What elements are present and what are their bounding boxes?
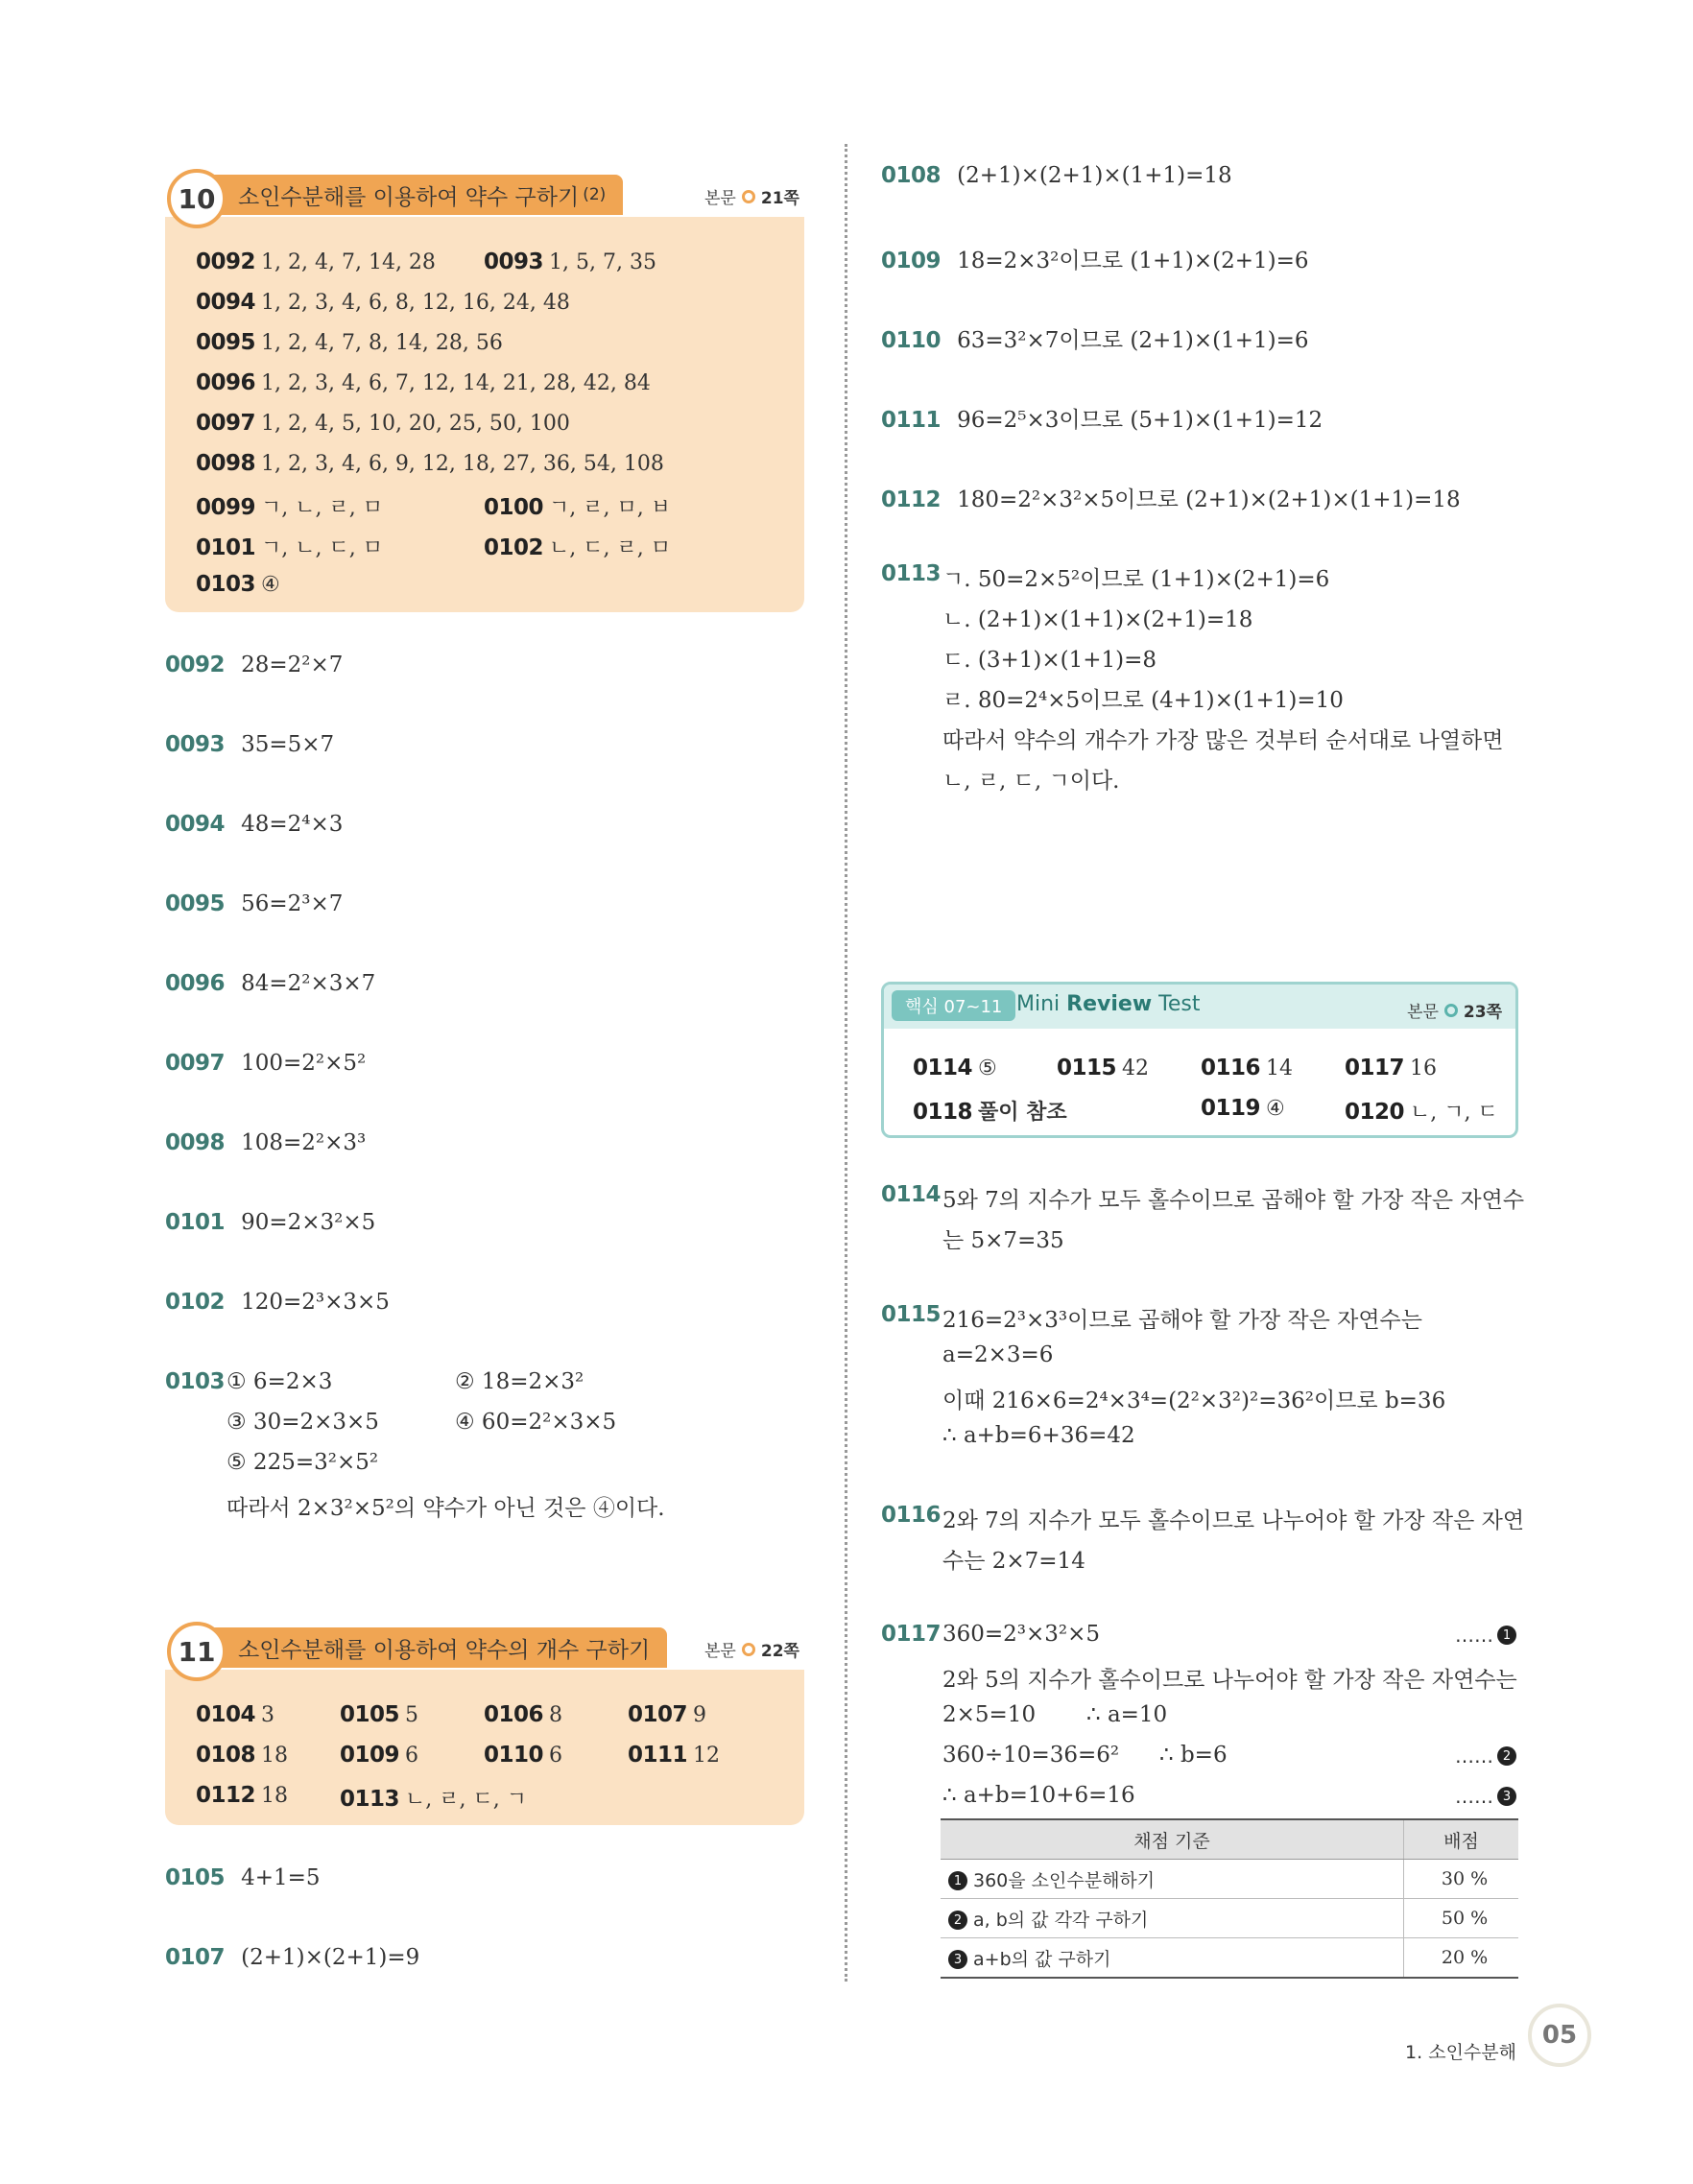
answer-item: 0108 18: [196, 1743, 289, 1768]
solution-0114: 0114: [881, 1182, 942, 1207]
solution-line: 0095 56=2³×7: [165, 891, 344, 916]
page-reference: 본문 23쪽: [1407, 1003, 1502, 1022]
solution-text: 360=2³×3²×5: [942, 1622, 1101, 1647]
solution-text: ㄴ, ㄹ, ㄷ, ㄱ이다.: [942, 769, 1120, 794]
solution-text: ∴ b=6: [1159, 1743, 1228, 1768]
solution-line: 0098 108=2²×3³: [165, 1130, 367, 1155]
section-10-answer-box: [165, 217, 804, 612]
solution-line: 0109 18=2×3²이므로 (1+1)×(2+1)=6: [881, 249, 1309, 273]
solution-line: 0093 35=5×7: [165, 732, 335, 757]
solution-line: 0107 (2+1)×(2+1)=9: [165, 1945, 420, 1970]
arrow-circle-icon: [1444, 1004, 1458, 1017]
answer-item: 0120 ㄴ, ㄱ, ㄷ: [1345, 1100, 1498, 1125]
step-marker: …… 3: [1455, 1785, 1522, 1808]
section-number: 11: [167, 1622, 227, 1681]
solution-text: 수는 2×7=14: [942, 1549, 1085, 1574]
column-header: 배점: [1404, 1819, 1519, 1860]
solution-text: 이때 216×6=2⁴×3⁴=(2²×3²)²=36²이므로 b=36: [942, 1389, 1446, 1413]
solution-line: 0108 (2+1)×(2+1)×(1+1)=18: [881, 163, 1232, 188]
solution-line: 0094 48=2⁴×3: [165, 812, 344, 837]
solution-text: ∴ a=10: [1086, 1702, 1168, 1727]
solution-0117: 0117: [881, 1622, 942, 1647]
arrow-circle-icon: [742, 1643, 755, 1656]
answer-item: 0114 ⑤: [913, 1056, 997, 1080]
mini-review-tag: 핵심 07~11: [892, 990, 1015, 1021]
option-2: ② 18=2×3²: [455, 1369, 584, 1394]
solution-text: ㄴ. (2+1)×(1+1)×(2+1)=18: [942, 607, 1253, 632]
table-row: 1 360을 소인수분해하기 30 %: [941, 1860, 1518, 1899]
solution-text: 2×5=10: [942, 1702, 1037, 1727]
solution-text: a=2×3=6: [942, 1342, 1054, 1367]
section-number: 10: [167, 169, 227, 228]
answer-item: 0104 3: [196, 1702, 275, 1727]
solution-line: 0112 180=2²×3²×5이므로 (2+1)×(2+1)×(1+1)=18: [881, 487, 1461, 512]
page-number: 05: [1528, 2004, 1591, 2067]
mini-review-title: Mini Review Test: [1016, 992, 1201, 1016]
solution-line: 0092 28=2²×7: [165, 653, 344, 677]
solution-line: 0111 96=2⁵×3이므로 (5+1)×(1+1)=12: [881, 408, 1323, 433]
solution-line: 0097 100=2²×5²: [165, 1051, 367, 1076]
solution-text: ㄷ. (3+1)×(1+1)=8: [942, 648, 1156, 673]
answer-item: 0094 1, 2, 3, 4, 6, 8, 12, 16, 24, 48: [196, 290, 570, 315]
option-4: ④ 60=2²×3×5: [455, 1410, 617, 1435]
solution-text: 2와 5의 지수가 홀수이므로 나누어야 할 가장 작은 자연수는: [942, 1668, 1517, 1693]
answer-item: 0106 8: [484, 1702, 563, 1727]
answer-item: 0097 1, 2, 4, 5, 10, 20, 25, 50, 100: [196, 411, 570, 436]
mini-review-header: [884, 985, 1515, 1029]
section-11-answer-box: [165, 1670, 804, 1825]
solution-line: 0102 120=2³×3×5: [165, 1290, 390, 1315]
solution-0115: 0115: [881, 1302, 942, 1327]
step-marker: …… 2: [1455, 1745, 1522, 1768]
answer-item: 0096 1, 2, 3, 4, 6, 7, 12, 14, 21, 28, 42, 84: [196, 370, 651, 395]
solution-text: ∴ a+b=6+36=42: [942, 1423, 1135, 1448]
solution-text: 2와 7의 지수가 모두 홀수이므로 나누어야 할 가장 작은 자연: [942, 1508, 1525, 1533]
table-row: 2 a, b의 값 각각 구하기 50 %: [941, 1899, 1518, 1938]
option-1: ① 6=2×3: [227, 1369, 333, 1394]
column-header: 채점 기준: [941, 1819, 1404, 1860]
solution-line: 0105 4+1=5: [165, 1865, 321, 1890]
solution-0103: 0103: [165, 1369, 226, 1394]
option-3: ③ 30=2×3×5: [227, 1410, 379, 1435]
answer-item: 0103 ④: [196, 572, 280, 597]
conclusion: 따라서 2×3²×5²의 약수가 아닌 것은 ④이다.: [227, 1496, 665, 1521]
answer-item: 0115 42: [1057, 1056, 1150, 1080]
answer-item: 0098 1, 2, 3, 4, 6, 9, 12, 18, 27, 36, 54, 108: [196, 451, 664, 476]
answer-item: 0109 6: [340, 1743, 419, 1768]
answer-item: 0119 ④: [1201, 1096, 1285, 1121]
table-header-row: [941, 1819, 1518, 1860]
answer-item: 0102 ㄴ, ㄷ, ㄹ, ㅁ: [484, 535, 671, 560]
answer-item: 0110 6: [484, 1743, 563, 1768]
solution-0116: 0116: [881, 1503, 942, 1528]
answer-item: 0111 12: [628, 1743, 721, 1768]
chapter-label: 1. 소인수분해: [1405, 2042, 1516, 2063]
solution-line: 0101 90=2×3²×5: [165, 1210, 376, 1235]
solution-0113: 0113: [881, 561, 942, 586]
column-divider: [845, 144, 847, 1982]
answer-item: 0117 16: [1345, 1056, 1438, 1080]
section-title: 소인수분해를 이용하여 약수의 개수 구하기: [196, 1627, 667, 1668]
solution-text: 따라서 약수의 개수가 가장 많은 것부터 순서대로 나열하면: [942, 728, 1504, 753]
answer-item: 0116 14: [1201, 1056, 1294, 1080]
solution-text: 는 5×7=35: [942, 1228, 1064, 1253]
mini-review-box: [881, 982, 1518, 1138]
answer-item: 0105 5: [340, 1702, 419, 1727]
option-5: ⑤ 225=3²×5²: [227, 1450, 379, 1475]
page-reference: 본문 21쪽: [704, 189, 799, 208]
step-marker: …… 1: [1455, 1624, 1522, 1647]
answer-item: 0107 9: [628, 1702, 707, 1727]
solution-text: ㄹ. 80=2⁴×5이므로 (4+1)×(1+1)=10: [942, 688, 1344, 713]
answer-item: 0101 ㄱ, ㄴ, ㄷ, ㅁ: [196, 535, 383, 560]
solution-text: 360÷10=36=6²: [942, 1743, 1120, 1768]
section-title: 소인수분해를 이용하여 약수 구하기 (2): [196, 175, 623, 215]
answer-item: 0112 18: [196, 1783, 289, 1808]
answer-item: 0100 ㄱ, ㄹ, ㅁ, ㅂ: [484, 495, 671, 520]
answer-item: 0099 ㄱ, ㄴ, ㄹ, ㅁ: [196, 495, 383, 520]
solution-line: 0096 84=2²×3×7: [165, 971, 376, 996]
answer-item: 0092 1, 2, 4, 7, 14, 28: [196, 249, 436, 274]
solution-text: ㄱ. 50=2×5²이므로 (1+1)×(2+1)=6: [942, 567, 1330, 592]
scoring-table: [941, 1818, 1518, 1979]
page-reference: 본문 22쪽: [704, 1642, 799, 1661]
solution-text: 5와 7의 지수가 모두 홀수이므로 곱해야 할 가장 작은 자연수: [942, 1188, 1525, 1213]
solution-line: 0110 63=3²×7이므로 (2+1)×(1+1)=6: [881, 328, 1309, 353]
solution-text: 216=2³×3³이므로 곱해야 할 가장 작은 자연수는: [942, 1308, 1422, 1333]
solution-text: ∴ a+b=10+6=16: [942, 1783, 1135, 1808]
answer-item: 0095 1, 2, 4, 7, 8, 14, 28, 56: [196, 330, 503, 355]
answer-item: 0113 ㄴ, ㄹ, ㄷ, ㄱ: [340, 1787, 527, 1812]
table-row: 3 a+b의 값 구하기 20 %: [941, 1938, 1518, 1979]
answer-item: 0093 1, 5, 7, 35: [484, 249, 656, 274]
arrow-circle-icon: [742, 190, 755, 203]
answer-item: 0118 풀이 참조: [913, 1100, 1067, 1125]
